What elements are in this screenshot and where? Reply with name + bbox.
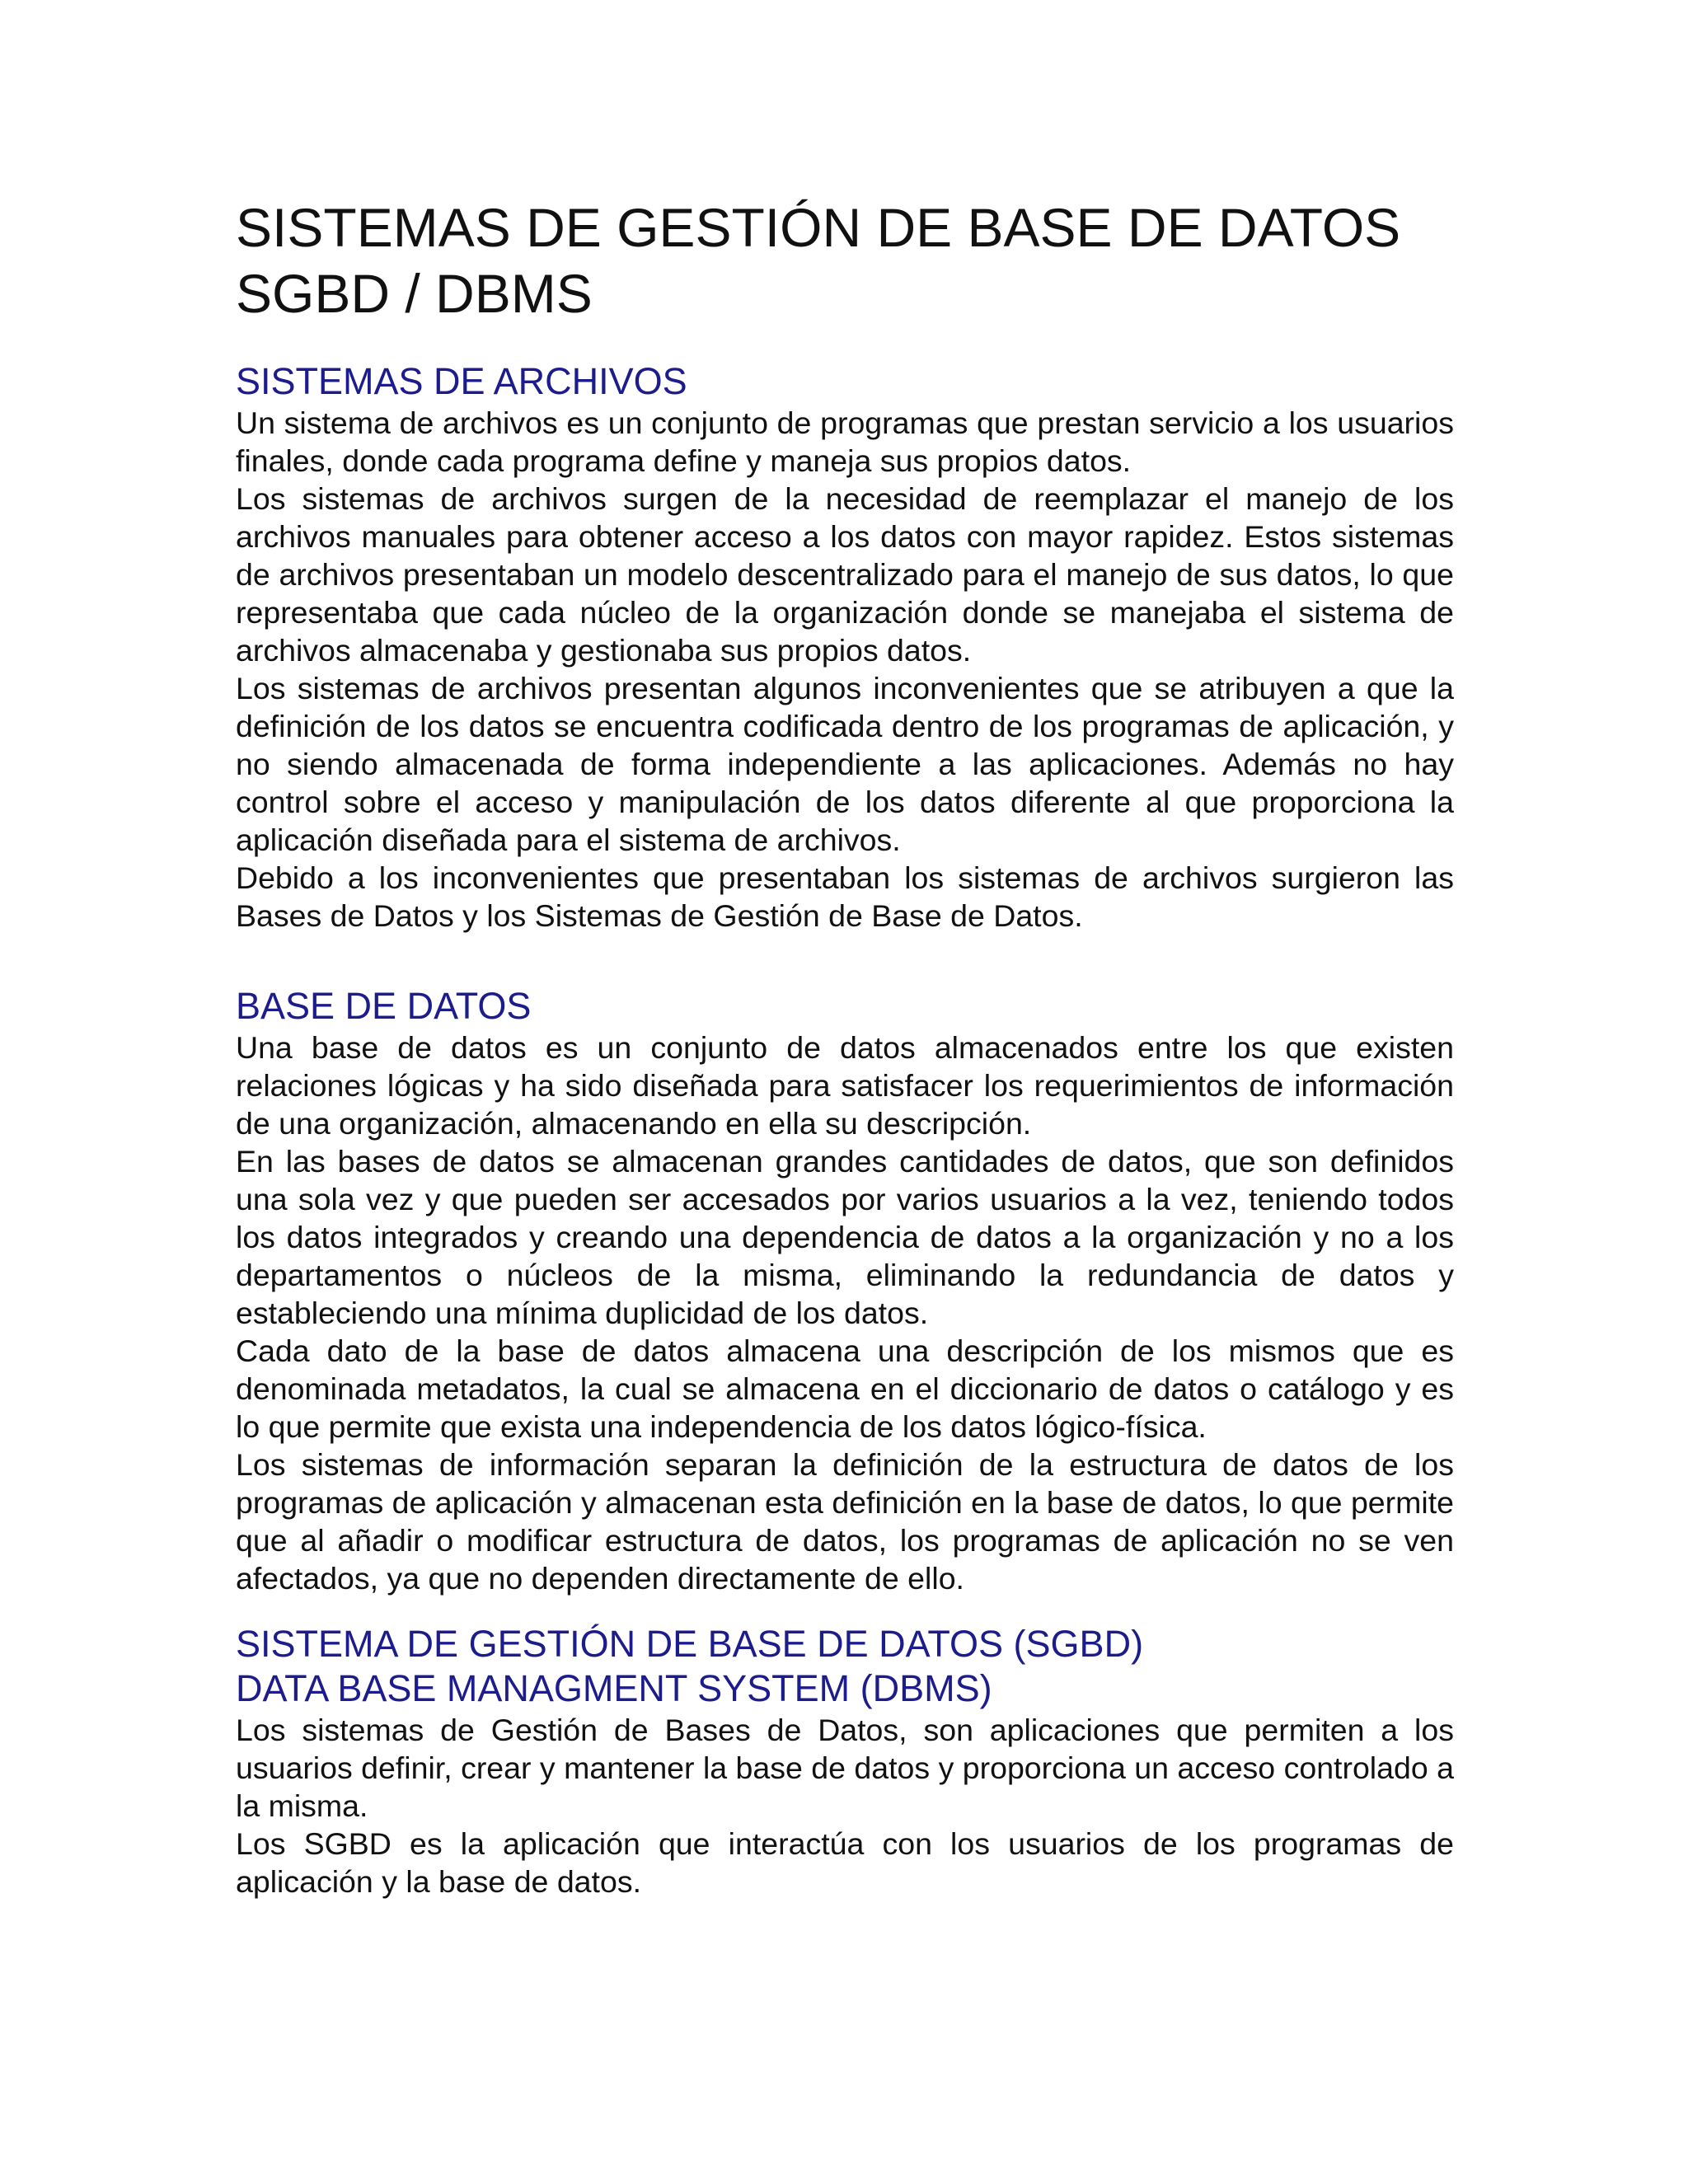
section-base-de-datos <box>236 984 1454 1597</box>
section-heading-line: BASE DE DATOS <box>236 985 532 1027</box>
document-title <box>236 194 1454 326</box>
paragraph: Un sistema de archivos es un conjunto de programas que prestan servicio a los usuarios finales, donde cada programa define y maneja sus propios datos. <box>236 405 1454 478</box>
paragraph: En las bases de datos se almacenan grandes cantidades de datos, que son definidos una sola vez y que pueden ser accesados por varios usuarios a la vez, teniendo todos los datos integrados y creando una dependencia de datos a la organización y no a los departamentos o núcleos de la misma, eliminando la redundancia de datos y estableciendo una mínima duplicidad de los datos. <box>236 1144 1454 1330</box>
section-sgbd <box>236 1622 1454 1900</box>
paragraph: Los SGBD es la aplicación que interactúa con los usuarios de los programas de aplicación y la base de datos. <box>236 1826 1454 1899</box>
document-content <box>236 194 1454 1900</box>
section-heading <box>236 1622 1454 1711</box>
section-heading-line: SISTEMAS DE ARCHIVOS <box>236 360 687 402</box>
section-sistemas-de-archivos <box>236 359 1454 935</box>
paragraph: Debido a los inconvenientes que presentaban los sistemas de archivos surgieron las Bases de Datos y los Sistemas de Gestión de Base de Datos. <box>236 860 1454 933</box>
section-heading-line: SISTEMA DE GESTIÓN DE BASE DE DATOS (SGBD) <box>236 1623 1144 1665</box>
paragraph: Los sistemas de archivos presentan algunos inconvenientes que se atribuyen a que la definición de los datos se encuentra codificada dentro de los programas de aplicación, y no siendo almacenada de forma independiente a las aplicaciones. Además no hay control sobre el acceso y manipulación de los datos diferente al que proporciona la aplicación diseñada para el sistema de archivos. <box>236 671 1454 857</box>
document-title-line: SGBD / DBMS <box>236 263 593 324</box>
section-heading <box>236 359 1454 404</box>
paragraph: Los sistemas de Gestión de Bases de Datos, son aplicaciones que permiten a los usuarios definir, crear y mantener la base de datos y proporciona un acceso controlado a la misma. <box>236 1713 1454 1823</box>
paragraph: Cada dato de la base de datos almacena una descripción de los mismos que es denominada metadatos, la cual se almacena en el diccionario de datos o catálogo y es lo que permite que exista una independencia de los datos lógico-física. <box>236 1333 1454 1444</box>
paragraph: Una base de datos es un conjunto de datos almacenados entre los que existen relaciones lógicas y ha sido diseñada para satisfacer los requerimientos de información de una organización, almacenando en ella su descripción. <box>236 1030 1454 1141</box>
section-heading-line: DATA BASE MANAGMENT SYSTEM (DBMS) <box>236 1667 992 1709</box>
document-title-line: SISTEMAS DE GESTIÓN DE BASE DE DATOS <box>236 197 1401 258</box>
paragraph: Los sistemas de archivos surgen de la necesidad de reemplazar el manejo de los archivos manuales para obtener acceso a los datos con mayor rapidez. Estos sistemas de archivos presentaban un modelo descentralizado para el manejo de sus datos, lo que representaba que cada núcleo de la organización donde se manejaba el sistema de archivos almacenaba y gestionaba sus propios datos. <box>236 481 1454 668</box>
paragraph: Los sistemas de información separan la definición de la estructura de datos de los programas de aplicación y almacenan esta definición en la base de datos, lo que permite que al añadir o modificar estructura de datos, los programas de aplicación no se ven afectados, ya que no dependen directamente de ello. <box>236 1447 1454 1596</box>
section-heading <box>236 984 1454 1029</box>
